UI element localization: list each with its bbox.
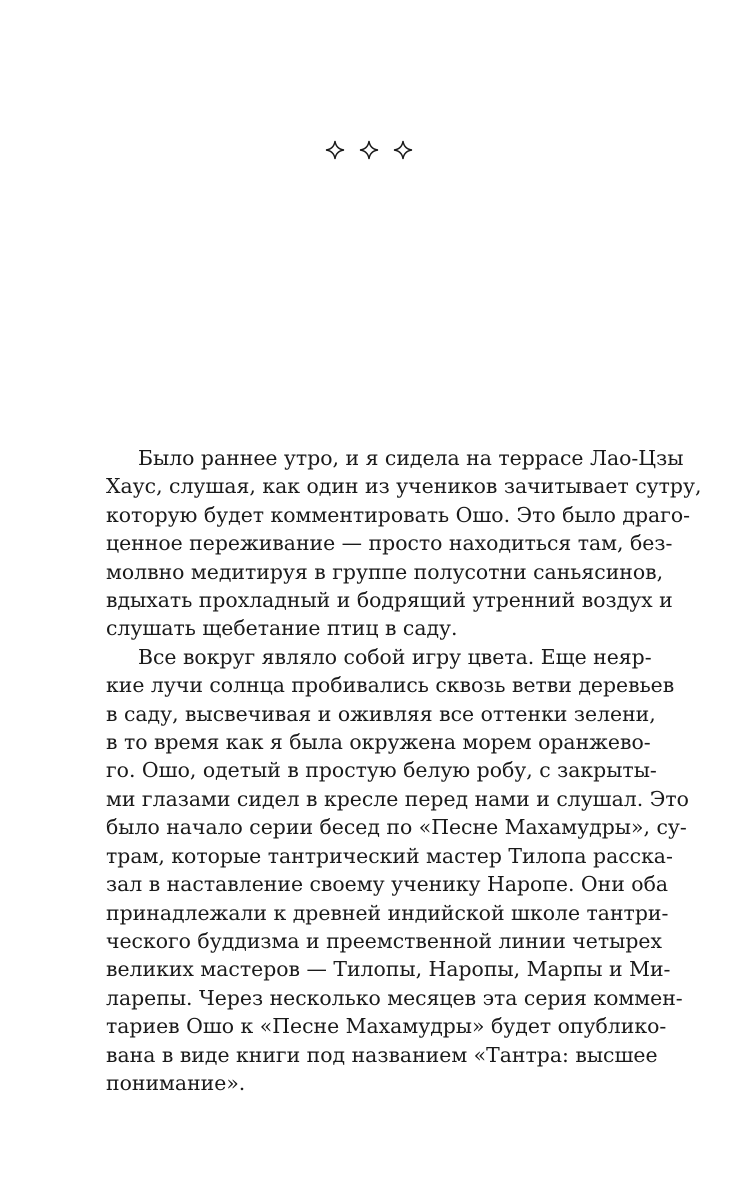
text-line: великих мастеров — Тилопы, Наропы, Марпы и Ми- <box>106 957 671 982</box>
section-ornament <box>0 140 738 176</box>
four-point-star-icon <box>393 140 413 160</box>
four-point-star-icon <box>325 140 345 160</box>
paragraph-1 <box>106 444 702 643</box>
text-line: в то время как я была окружена морем оранжево- <box>106 730 651 755</box>
text-line: слушать щебетание птиц в саду. <box>106 616 458 641</box>
text-line: молвно медитируя в группе полусотни саньясинов, <box>106 559 664 584</box>
text-line: вана в виде книги под названием «Тантра: высшее <box>106 1042 658 1067</box>
text-line: было начало серии бесед по «Песне Махамудры», су- <box>106 815 687 840</box>
text-line: ми глазами сидел в кресле перед нами и слушал. Это <box>106 786 689 811</box>
body-text <box>106 444 702 1097</box>
text-line: тариев Ошо к «Песне Махамудры» будет опублико- <box>106 1014 667 1039</box>
text-line: в саду, высвечивая и оживляя все оттенки зелени, <box>106 701 656 726</box>
text-line: Все вокруг являло собой игру цвета. Еще неяр- <box>138 644 652 669</box>
text-line: ценное переживание — просто находиться там, без- <box>106 531 673 556</box>
text-line: которую будет комментировать Ошо. Это было драго- <box>106 502 691 527</box>
text-line: зал в наставление своему ученику Наропе. Они оба <box>106 872 669 897</box>
text-line: принадлежали к древней индийской школе тантри- <box>106 900 669 925</box>
text-line: ларепы. Через несколько месяцев эта серия коммен- <box>106 985 683 1010</box>
text-line: трам, которые тантрический мастер Тилопа расска- <box>106 843 673 868</box>
text-line: ческого буддизма и преемственной линии четырех <box>106 928 662 953</box>
text-line: Было раннее утро, и я сидела на террасе Лао-Цзы <box>138 446 684 470</box>
text-line: Хаус, слушая, как один из учеников зачитывает сутру, <box>106 474 702 499</box>
text-line: вдыхать прохладный и бодрящий утренний воздух и <box>106 588 673 613</box>
four-point-star-icon <box>359 140 379 160</box>
text-line: кие лучи солнца пробивались сквозь ветви деревьев <box>106 673 675 698</box>
text-line: го. Ошо, одетый в простую белую робу, с закрыты- <box>106 758 657 783</box>
text-line: понимание». <box>106 1070 246 1095</box>
paragraph-2 <box>106 643 689 1098</box>
